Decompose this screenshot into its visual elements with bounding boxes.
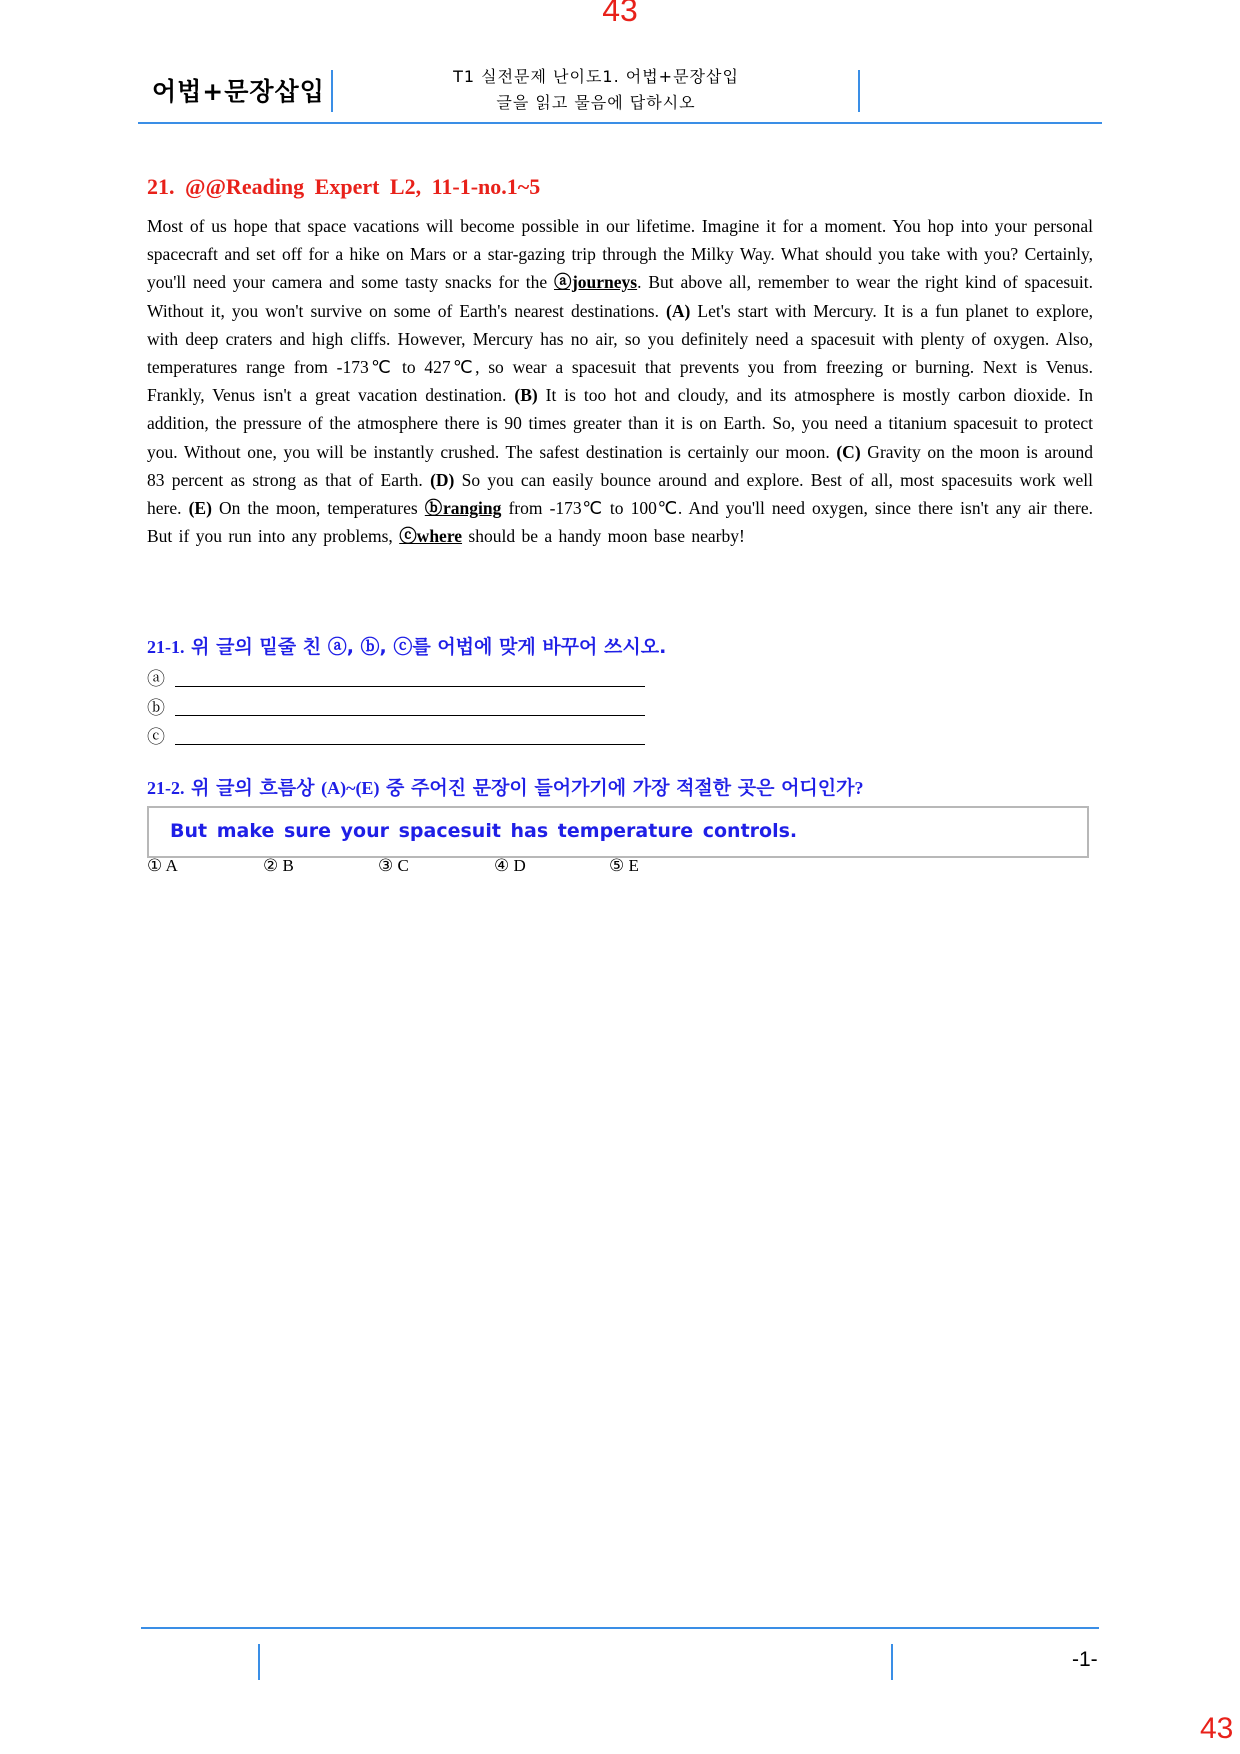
blank-label-a: ⓐ: [147, 669, 165, 690]
reading-passage: [147, 212, 1093, 550]
page-number-bottom: 43: [1200, 1712, 1234, 1745]
footer-page-number: -1-: [1072, 1648, 1098, 1671]
answer-blank-c[interactable]: [147, 723, 1093, 752]
sub-question-2-number: 21-2.: [147, 778, 185, 798]
passage-text: It is too hot and cloudy, and its atmosphere is mostly carbon dioxide. In addition, the pressure of the atmosphere there is 90 times greater than it is on Earth. So, you need a titanium spacesuit to protect you. Without one, you will be instantly crushed. The safest destination is certainly our moon.: [147, 385, 1094, 462]
choice-4[interactable]: ④ D: [494, 856, 526, 875]
page-number-top: 43: [602, 0, 638, 28]
label-e: (E): [188, 498, 212, 519]
given-sentence: But make sure your spacesuit has temperature controls.: [170, 820, 798, 842]
blank-label-b: ⓑ: [147, 698, 165, 719]
passage-text: So you can easily bounce around and explore. Best of all, most spacesuits work well here.: [147, 469, 1093, 519]
question-title: 21. @@Reading Expert L2, 11-1-no.1~5: [147, 174, 541, 199]
header-subtitle-line1: T1 실전문제 난이도1. 어법+문장삽입: [453, 67, 739, 86]
header-subtitle-line2: 글을 읽고 물음에 답하시오: [496, 93, 696, 112]
footer-divider-right: [891, 1644, 893, 1680]
sub-question-2-text-b: 중 주어진 문장이 들어가기에 가장 적절한 곳은 어디인가: [379, 777, 855, 799]
underlined-b: ⓑranging: [424, 498, 502, 519]
sub-question-2-text-a: 위 글의 흐름상: [184, 777, 322, 799]
label-b: (B): [514, 385, 538, 406]
label-d: (D): [430, 469, 455, 490]
sub-question-1: [147, 632, 1093, 659]
blank-label-c: ⓒ: [147, 727, 165, 748]
answer-blank-a[interactable]: [147, 665, 1093, 694]
underlined-c: ⓒwhere: [399, 526, 463, 547]
label-a: (A): [666, 300, 691, 321]
header-divider-left: [331, 70, 333, 112]
passage-text: . But above all, remember to wear the right kind of spacesuit. Without it, you won't survive on some of Earth's nearest destinations.: [147, 272, 1093, 321]
footer-divider-left: [258, 1644, 260, 1680]
blank-line[interactable]: [175, 699, 645, 716]
blank-line[interactable]: [175, 670, 645, 687]
sub-question-2-qmark: ?: [854, 778, 864, 798]
sub-question-2-range: (A)~(E): [321, 778, 380, 798]
sub-question-1-text: 위 글의 밑줄 친 ⓐ, ⓑ, ⓒ를 어법에 맞게 바꾸어 쓰시오.: [184, 636, 667, 658]
answer-blank-b[interactable]: [147, 694, 1093, 723]
label-c: (C): [836, 441, 861, 462]
passage-text: Let's start with Mercury. It is a fun planet to explore, with deep craters and high cliffs. However, Mercury has no air, so you definitely need a spacesuit with plenty of oxygen. Also, temperatures range from -173℃ to 427℃, so wear a spacesuit that prevents you from freezing or burning. Next is Venus. Frankly, Venus isn't a great vacation destination.: [147, 300, 1093, 406]
footer-rule: [141, 1627, 1099, 1629]
passage-text: Gravity on the moon is around 83 percent as strong as that of Earth.: [147, 441, 1094, 490]
choice-2[interactable]: ② B: [263, 856, 294, 875]
choice-5[interactable]: ⑤ E: [609, 856, 639, 875]
choice-1[interactable]: ① A: [147, 856, 178, 875]
section-title: 어법+문장삽입: [152, 77, 325, 106]
choice-3[interactable]: ③ C: [378, 856, 409, 875]
passage-text: Most of us hope that space vacations will become possible in our lifetime. Imagine it for a moment. You hop into your personal spacecraft and set off for a hike on Mars or a star-gazing trip through the Milky Way. What should you take with you? Certainly, you'll need your camera and some tasty snacks for the: [147, 216, 1093, 293]
passage-text: from -173℃ to 100℃. And you'll need oxygen, since there isn't any air there. But if you run into any problems,: [147, 498, 1093, 547]
underlined-a: ⓐjourneys: [553, 272, 638, 293]
sub-question-1-number: 21-1.: [147, 637, 185, 657]
passage-text: On the moon, temperatures: [211, 498, 425, 519]
answer-blanks: [147, 665, 1093, 752]
header-rule: [138, 122, 1102, 124]
blank-line[interactable]: [175, 728, 645, 745]
header-subtitle: [334, 64, 858, 116]
header-divider-right: [858, 70, 860, 112]
passage-text: should be a handy moon base nearby!: [462, 526, 745, 547]
sub-question-2: [147, 773, 1093, 800]
